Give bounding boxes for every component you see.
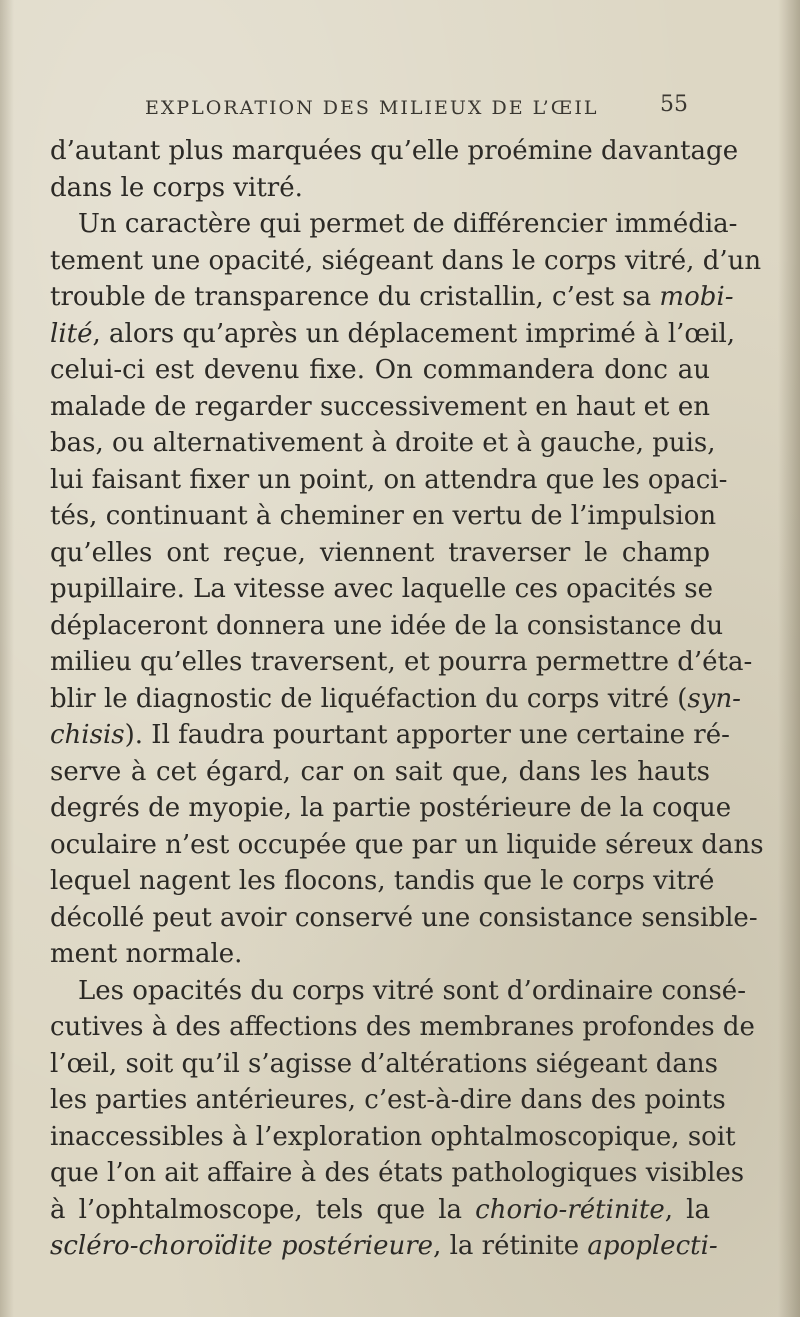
text-line: tement une opacité, siégeant dans le corps vitré, d’un: [50, 245, 762, 276]
text-line: qu’elles ont reçue, viennent traverser le champ: [50, 537, 710, 568]
text-line: tés, continuant à cheminer en vertu de l’impulsion: [50, 501, 717, 531]
paragraph-start-line: Un caractère qui permet de différencier immédia-: [78, 209, 738, 239]
italic-term: chisis: [50, 720, 125, 750]
text-line: celui-ci est devenu fixe. On commandera donc au: [50, 355, 710, 385]
text-line: déplaceront donnera une idée de la consistance du: [50, 610, 724, 641]
text-line: les parties antérieures, c’est-à-dire dans des points: [50, 1085, 726, 1115]
text-line: ment normale.: [50, 939, 243, 969]
text-line: chisis). Il faudra pourtant apporter une certaine ré-: [50, 720, 730, 750]
text-line: lequel nagent les flocons, tandis que le corps vitré: [50, 866, 715, 896]
page-number: 55: [660, 92, 688, 117]
text-line: cutives à des affections des membranes profondes de: [50, 1012, 755, 1042]
italic-term: scléro-choroïdite postérieure: [50, 1231, 434, 1261]
text-line: dans le corps vitré.: [50, 172, 303, 203]
text-line: lité, alors qu’après un déplacement imprimé à l’œil,: [50, 318, 736, 349]
text-line: pupillaire. La vitesse avec laquelle ces opacités se: [50, 574, 714, 604]
paragraph-start-line: Les opacités du corps vitré sont d’ordinaire consé-: [78, 975, 746, 1006]
text-line: milieu qu’elles traversent, et pourra permettre d’éta-: [50, 647, 753, 677]
page-right-shadow: [778, 0, 800, 1317]
text-line: bas, ou alternativement à droite et à gauche, puis,: [50, 428, 716, 458]
text-line: scléro-choroïdite postérieure, la rétinite apoplecti-: [50, 1231, 718, 1261]
text-line: trouble de transparence du cristallin, c’est sa mobi-: [50, 282, 734, 312]
text-line: lui faisant fixer un point, on attendra que les opaci-: [50, 464, 728, 495]
page-left-shadow: [0, 0, 14, 1317]
text-line: inaccessibles à l’exploration ophtalmoscopique, soit: [50, 1121, 736, 1152]
text-line: serve à cet égard, car on sait que, dans les hauts: [50, 756, 710, 787]
italic-term: syn-: [687, 683, 741, 714]
text-line: blir le diagnostic de liquéfaction du corps vitré (syn-: [50, 683, 741, 714]
text-line: malade de regarder successivement en haut et en: [50, 391, 710, 422]
italic-term: apoplecti-: [587, 1231, 718, 1261]
italic-term: mobi-: [659, 282, 734, 312]
italic-term: chorio-rétinite: [475, 1194, 665, 1225]
text-line: que l’on ait affaire à des états pathologiques visibles: [50, 1158, 745, 1188]
text-line: oculaire n’est occupée que par un liquide séreux dans: [50, 829, 764, 860]
body-text: [50, 133, 764, 1265]
text-line: d’autant plus marquées qu’elle proémine davantage: [50, 136, 739, 166]
text-line: décollé peut avoir conservé une consistance sensible-: [50, 902, 758, 933]
italic-term: lité: [50, 318, 93, 349]
running-head: EXPLORATION DES MILIEUX DE L’ŒIL: [145, 97, 599, 119]
text-line: degrés de myopie, la partie postérieure de la coque: [50, 793, 732, 823]
text-line: à l’ophtalmoscope, tels que la chorio-rétinite, la: [50, 1194, 710, 1225]
text-line: l’œil, soit qu’il s’agisse d’altérations siégeant dans: [50, 1048, 718, 1079]
